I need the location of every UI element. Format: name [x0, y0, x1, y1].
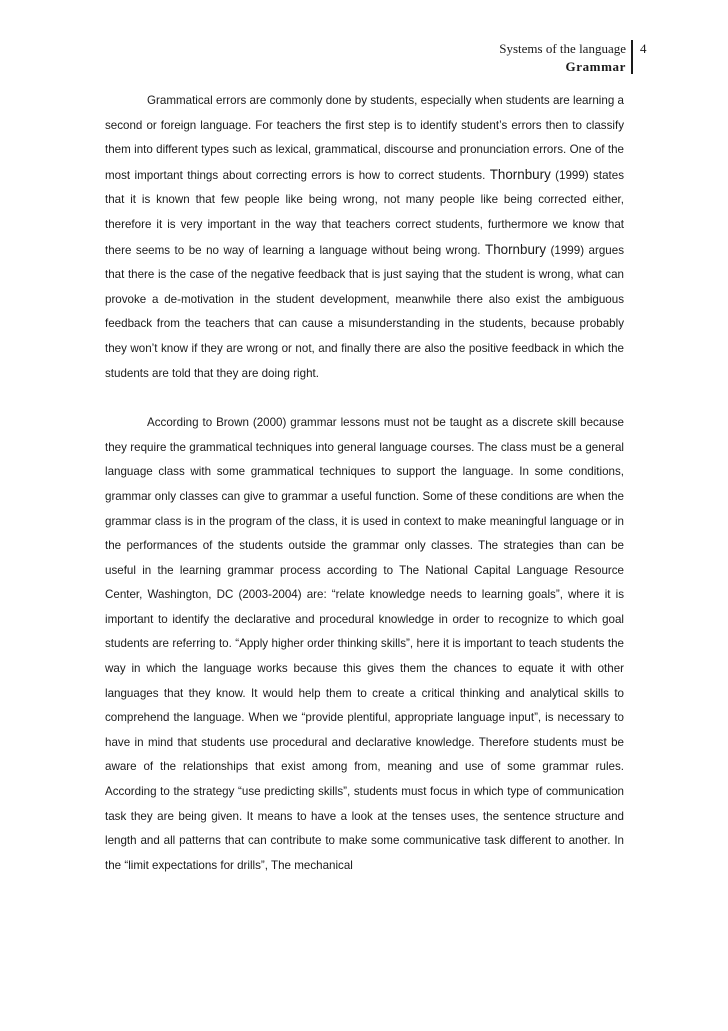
citation-thornbury-1: Thornbury — [489, 166, 551, 182]
page-number: 4 — [640, 41, 647, 56]
paragraph-1-sentence-3: (1999) argues that there is the case of the negative feedback that is just saying that the student is wrong, what can provoke a de-motivation in the student development, meanwhile there also exist the ambiguous feedback from the teachers that can cause a misunderstanding in the students, because probably they won’t know if they are wrong or not, and finally there are also the positive feedback in which the students are told that they are doing right. — [105, 243, 624, 380]
header-subtitle: Grammar — [565, 59, 626, 74]
paragraph-errors — [105, 89, 624, 386]
paragraph-1-sentence-2: (1999) states that it is known that few people like being wrong, not many people like being corrected either, therefore it is very important in the way that teachers correct students, furthermore we know that there seems to be no way of learning a language without being wrong. — [105, 168, 625, 257]
document-body — [105, 89, 624, 878]
page-header — [0, 40, 728, 80]
citation-thornbury-2: Thornbury — [485, 241, 547, 257]
running-head — [326, 40, 626, 76]
header-title: Systems of the language — [499, 41, 626, 56]
header-divider — [631, 40, 633, 74]
paragraph-1-sentence-1: Grammatical errors are commonly done by students, especially when students are learning a second or foreign language. For teachers the first step is to identify student’s errors then to classify them into different types such as lexical, grammatical, discourse and pronunciation errors. One of the most important things about correcting errors is how to correct students. — [105, 94, 624, 182]
paragraph-grammar-lessons: According to Brown (2000) grammar lessons must not be taught as a discrete skill because they require the grammatical techniques into general language courses. The class must be a general language class with some grammatical techniques to support the language. In some conditions, grammar only classes can give to grammar a useful function. Some of these conditions are when the grammar class is in the program of the class, it is used in context to make meaningful language or in the performances of the students outside the grammar only classes. The strategies than can be useful in the learning grammar process according to The National Capital Language Resource Center, Washington, DC (2003-2004) are: “relate knowledge needs to learning goals”, where it is important to identify the declarative and procedural knowledge in order to recognize to which goal students are referring to. “Apply higher order thinking skills”, here it is important to teach students the way in which the language works because this gives them the chances to equate it with other languages that they know. It would help them to create a critical thinking and analytical skills to comprehend the language. When we “provide plentiful, appropriate language input”, is necessary to have in mind that students use procedural and declarative knowledge. Therefore students must be aware of the relationships that exist among from, meaning and use of some grammar rules. According to the strategy “use predicting skills”, students must focus in which type of communication task they are being given. It means to have a look at the tenses uses, the sentence structure and length and all patterns that can contribute to make some communicative task different to another. In the “limit expectations for drills”, The mechanical — [105, 416, 624, 872]
